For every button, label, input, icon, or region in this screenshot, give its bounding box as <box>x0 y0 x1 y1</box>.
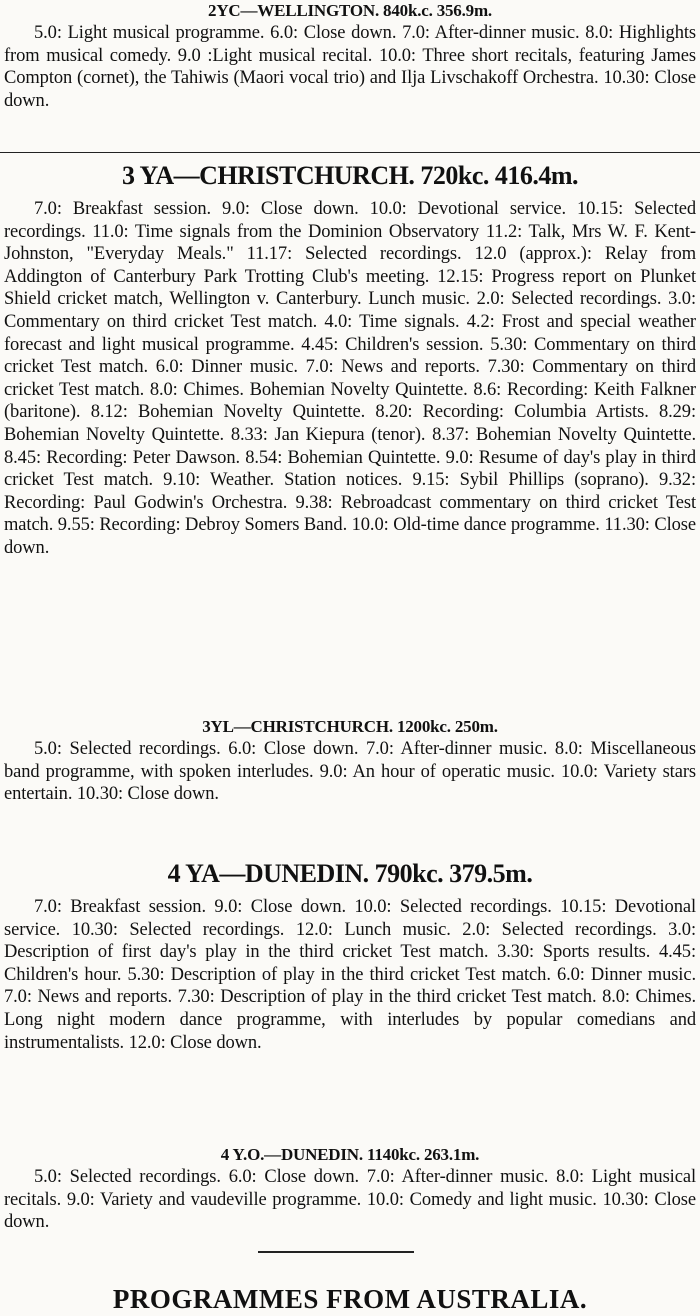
station-programme-4ya: 7.0: Breakfast session. 9.0: Close down. 10.0: Selected recordings. 10.15: Devotional service. 10.30: Selected recordings. 12.0: Lunch music. 2.0: Selected recordings. 3.0: Description of first day's play in the third cricket Test match. 3.30: Sports results. 4.45: Children's hour. 5.30: Description of play in the third cricket Test match. 6.0: Dinner music. 7.0: News and reports. 7.30: Description of play in the third cricket Test match. 8.0: Chimes. Long night modern dance programme, with interludes by popular comedians and instrumentalists. 12.0: Close down. <box>4 897 696 1053</box>
station-programme-2yc: 5.0: Light musical programme. 6.0: Close down. 7.0: After-dinner music. 8.0: Highlights from musical comedy. 9.0 :Light musical recital. 10.0: Three short recitals, featuring James Compton (cornet), the Tahiwis (Maori vocal trio) and Ilja Livschakoff Orchestra. 10.30: Close down. <box>4 23 696 111</box>
section-4yo-dunedin <box>0 1144 700 1234</box>
station-heading-4ya: 4 YA—DUNEDIN. 790kc. 379.5m. <box>167 859 533 888</box>
short-divider-rule <box>258 1251 414 1253</box>
footer-heading: PROGRAMMES FROM AUSTRALIA. <box>112 1284 588 1314</box>
station-programme-3ya: 7.0: Breakfast session. 9.0: Close down. 10.0: Devotional service. 10.15: Selected recordings. 11.0: Time signals from the Dominion Observatory 11.2: Talk, Mrs W. F. Kent-Johnston, "Everyday Meals." 11.17: Selected recordings. 12.0 (approx.): Relay from Addington of Canterbury Park Trotting Club's meeting. 12.15: Progress report on Plunket Shield cricket match, Wellington v. Canterbury. Lunch music. 2.0: Selected recordings. 3.0: Commentary on third cricket Test match. 4.0: Time signals. 4.2: Frost and special weather forecast and light musical programme. 4.45: Children's session. 5.30: Commentary on third cricket Test match. 6.0: Dinner music. 7.0: News and reports. 7.30: Commentary on third cricket Test match. 8.0: Chimes. Bohemian Novelty Quintette. 8.6: Recording: Keith Falkner (baritone). 8.12: Bohemian Novelty Quintette. 8.20: Recording: Columbia Artists. 8.29: Bohemian Novelty Quintette. 8.33: Jan Kiepura (tenor). 8.37: Bohemian Novelty Quintette. 8.45: Recording: Peter Dawson. 8.54: Bohemian Quintette. 9.0: Resume of day's play in third cricket Test match. 9.10: Weather. Station notices. 9.15: Sybil Phillips (soprano). 9.32: Recording: Paul Godwin's Orchestra. 9.38: Rebroadcast commentary on third cricket Test match. 9.55: Recording: Debroy Somers Band. 10.0: Old-time dance programme. 11.30: Close down. <box>4 199 696 558</box>
station-heading-4yo: 4 Y.O.—DUNEDIN. 1140kc. 263.1m. <box>220 1145 480 1164</box>
section-2yc-wellington <box>0 0 700 112</box>
station-programme-3yl: 5.0: Selected recordings. 6.0: Close down. 7.0: After-dinner music. 8.0: Miscellaneous band programme, with spoken interludes. 9.0: An hour of operatic music. 10.0: Variety stars entertain. 10.30: Close down. <box>4 739 696 805</box>
section-4ya-dunedin <box>0 858 700 1054</box>
station-heading-3ya: 3 YA—CHRISTCHURCH. 720kc. 416.4m. <box>121 161 579 190</box>
divider-rule <box>0 152 700 153</box>
section-3ya-christchurch <box>0 160 700 560</box>
station-programme-4yo: 5.0: Selected recordings. 6.0: Close down. 7.0: After-dinner music. 8.0: Light musical recitals. 9.0: Variety and vaudeville programme. 10.0: Comedy and light music. 10.30: Close down. <box>4 1167 696 1233</box>
section-3yl-christchurch <box>0 716 700 806</box>
station-heading-3yl: 3YL—CHRISTCHURCH. 1200kc. 250m. <box>202 717 498 736</box>
station-heading-2yc: 2YC—WELLINGTON. 840k.c. 356.9m. <box>208 1 492 20</box>
